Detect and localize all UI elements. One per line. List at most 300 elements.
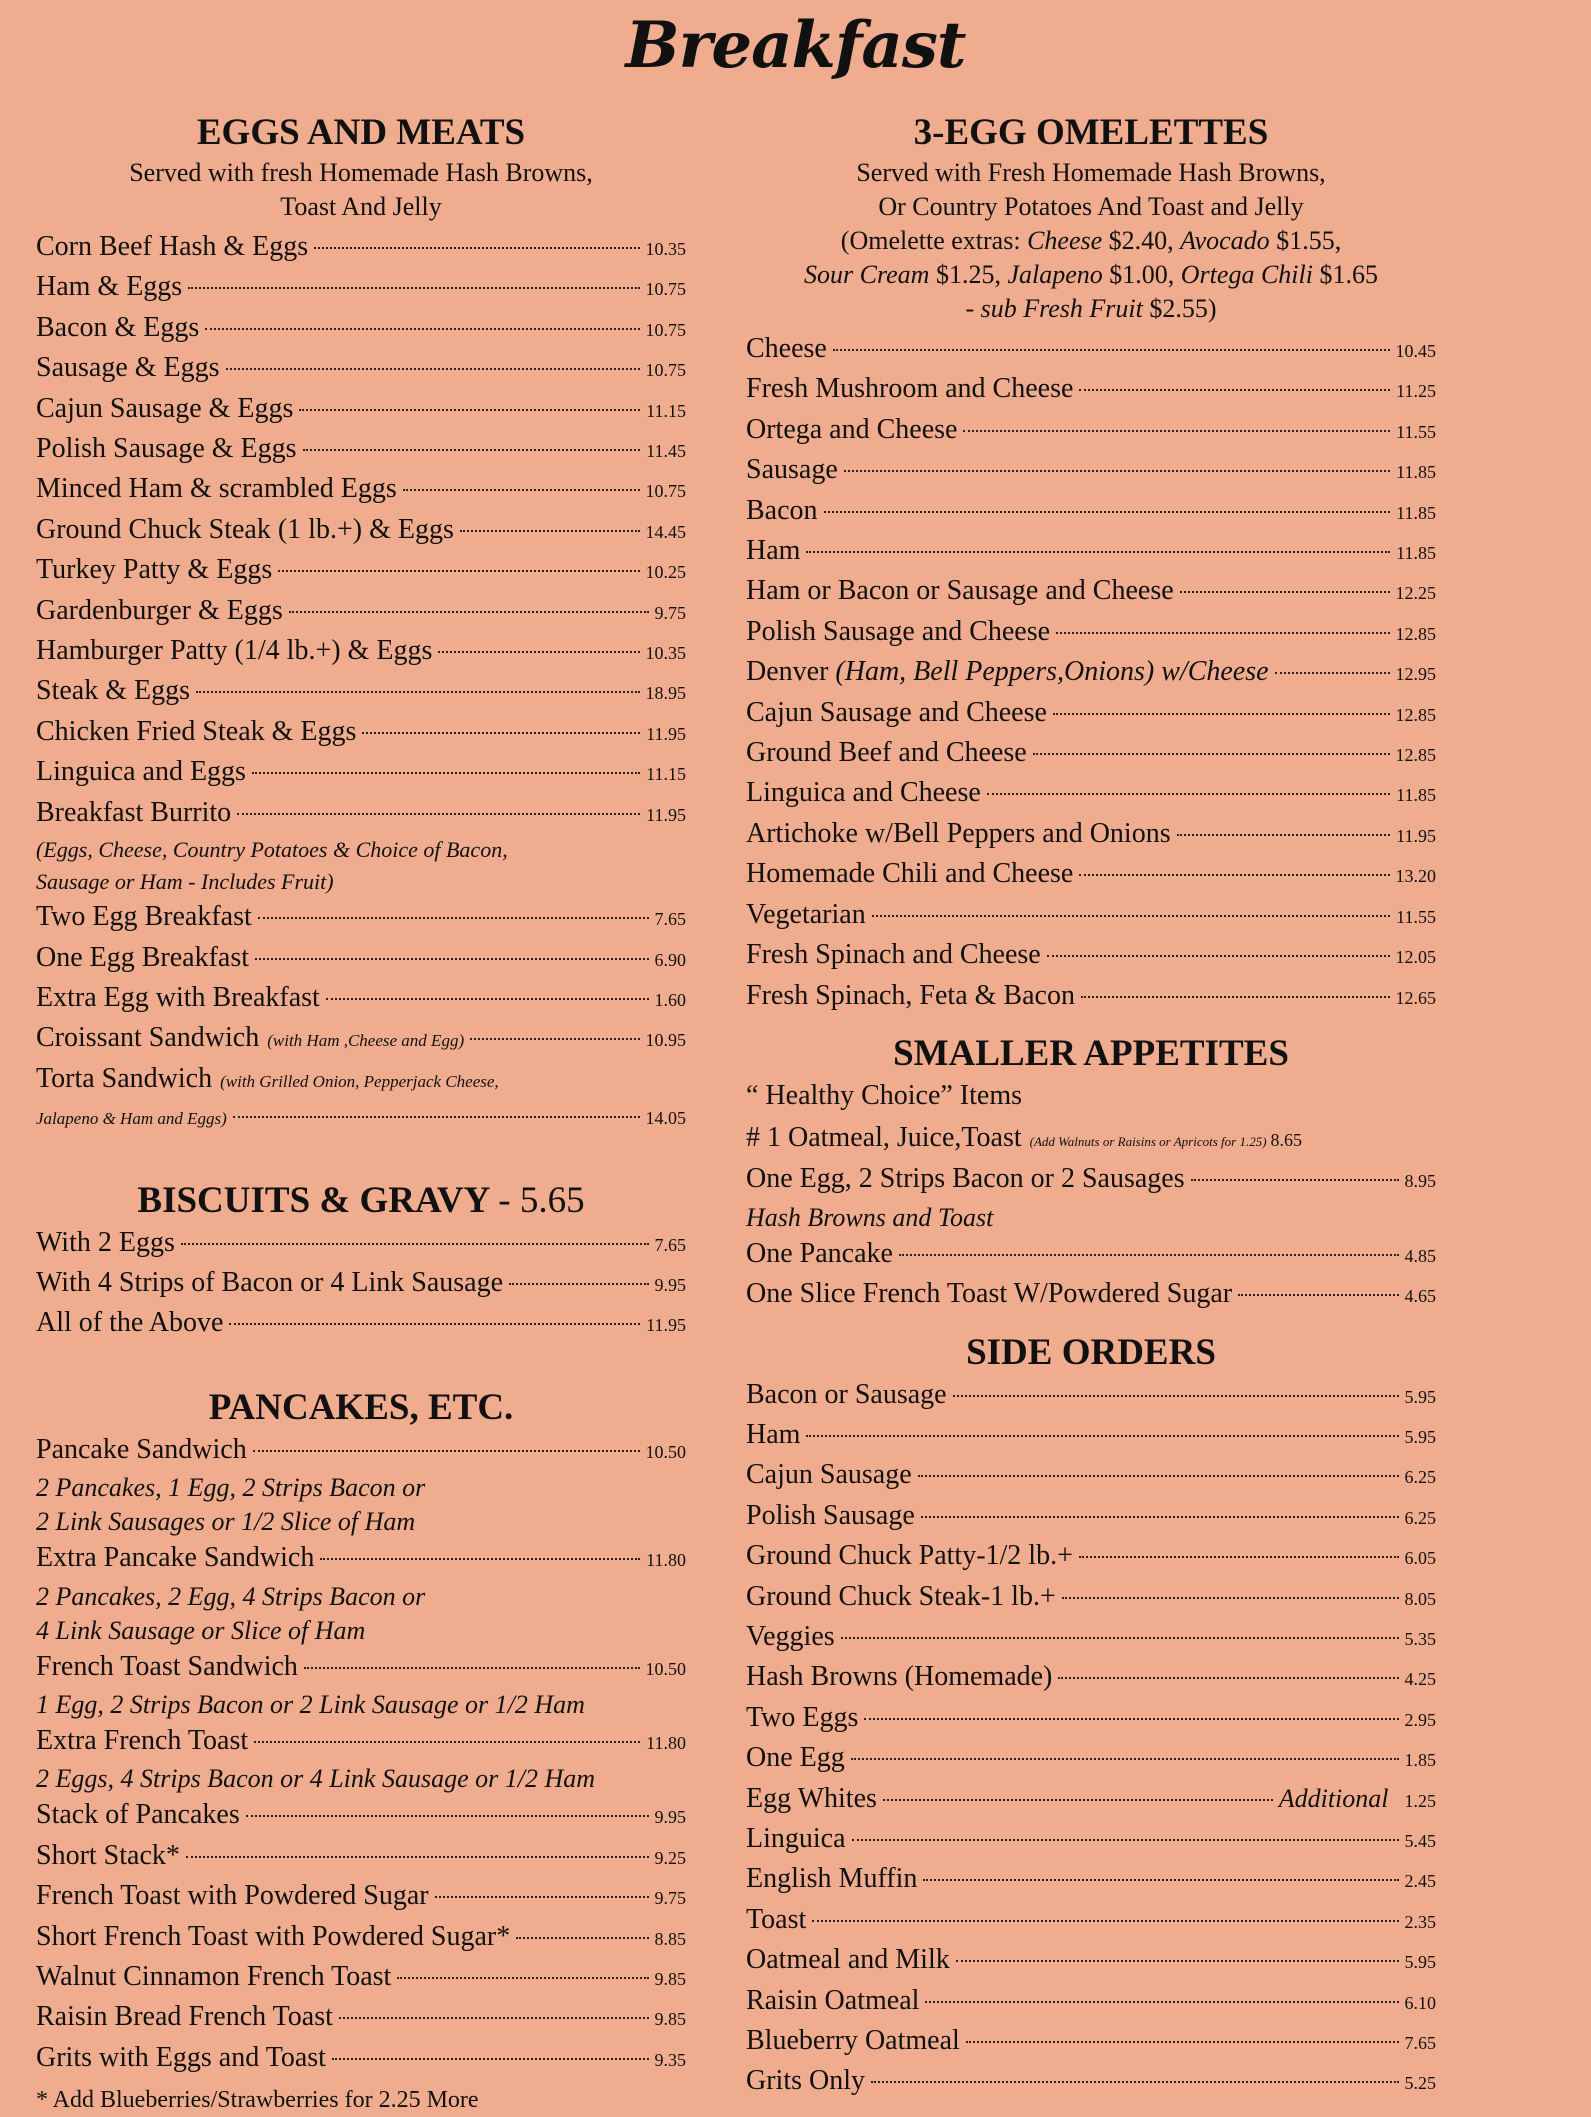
item-price: 5.35 (1404, 1628, 1436, 1649)
item-price: 9.85 (654, 2009, 686, 2030)
leader-dots (237, 813, 640, 815)
menu-item: One Pancake 4.85 (746, 1237, 1436, 1269)
leader-dots (1033, 753, 1390, 755)
leader-dots (851, 1758, 1399, 1760)
pancakes-heading: PANCAKES, ETC. (208, 1386, 514, 1428)
omelette-extras-2: Sour Cream $1.25, Jalapeno $1.00, Ortega Chili $1.65 (804, 260, 1378, 289)
menu-item (746, 1739, 1436, 1779)
menu-item: One Slice French Toast W/Powdered Sugar 4.65 (746, 1278, 1436, 1310)
item-price: 9.95 (654, 1807, 686, 1828)
menu-item: Pancake Sandwich 10.50 (36, 1433, 686, 1465)
menu-item (746, 1497, 1436, 1537)
leader-dots (304, 1667, 640, 1669)
item-price: 1.85 (1404, 1750, 1436, 1771)
leader-dots (314, 247, 639, 249)
leader-dots (252, 772, 640, 774)
item-name: Oatmeal and Milk (746, 1944, 950, 1976)
item-price: 11.85 (1396, 502, 1436, 523)
item-name: Grits Only (746, 2065, 865, 2097)
item-price: 11.95 (646, 1315, 686, 1336)
item-price: 11.55 (1396, 906, 1436, 927)
menu-item (36, 1304, 686, 1344)
item-price: 14.45 (645, 521, 686, 542)
leader-dots (289, 611, 649, 613)
leader-dots (258, 917, 649, 919)
side-orders-heading: SIDE ORDERS (966, 1331, 1216, 1373)
item-name: One Egg Breakfast (36, 941, 250, 973)
leader-dots (233, 1116, 640, 1118)
leader-dots (255, 958, 648, 960)
menu-item (36, 470, 686, 510)
leader-dots (963, 430, 1390, 432)
item-name: Cajun Sausage (746, 1459, 912, 1491)
menu-item (746, 815, 1436, 855)
menu-item (36, 1918, 686, 1958)
item-name: Gardenburger & Eggs (36, 594, 283, 626)
menu-item (36, 1958, 686, 1998)
item-price: 9.25 (654, 1847, 686, 1868)
item-price: 11.15 (646, 400, 686, 421)
item-price: 12.65 (1395, 987, 1436, 1008)
item-name: Ground Chuck Steak (1 lb.+) & Eggs (36, 513, 454, 545)
leader-dots (918, 1475, 1399, 1477)
menu-item (36, 794, 686, 834)
leader-dots (509, 1283, 648, 1285)
healthy-choice-label: “ Healthy Choice” Items (746, 1079, 1023, 1111)
item-price: 6.90 (654, 949, 686, 970)
leader-dots (921, 1516, 1399, 1518)
leader-dots (871, 2081, 1399, 2083)
omelettes-note: Served with Fresh Homemade Hash Browns, Or Country Potatoes And Toast and Jelly (Omelette extras: Cheese $2.40, Avocado $1.55, Sour Cream $1.25, Jalapeno $1.00, Ortega Chili $1.65 - sub Fresh Fruit $2.55) (746, 156, 1436, 326)
menu-item: Croissant Sandwich (with Ham ,Cheese and Egg) 10.95 (36, 1022, 686, 1054)
item-price: 11.95 (646, 723, 686, 744)
menu-item (36, 1998, 686, 2038)
leader-dots (1177, 834, 1391, 836)
leader-dots (925, 2001, 1398, 2003)
menu-item (746, 492, 1436, 532)
item-name: Ground Beef and Cheese (746, 737, 1027, 769)
menu-title: Breakfast (625, 8, 966, 83)
leader-dots (824, 511, 1391, 513)
leader-dots (852, 1839, 1399, 1841)
leader-dots (253, 1450, 640, 1452)
menu-item (36, 551, 686, 591)
item-name: Linguica and Cheese (746, 777, 981, 809)
leader-dots (196, 691, 640, 693)
leader-dots (923, 1879, 1398, 1881)
item-name: All of the Above (36, 1307, 224, 1339)
menu-item (746, 774, 1436, 814)
item-name: Polish Sausage (746, 1499, 915, 1531)
omelettes-list (746, 330, 1436, 653)
menu-item: One Egg, 2 Strips Bacon or 2 Sausages 8.95 (746, 1163, 1436, 1195)
leader-dots (181, 1243, 649, 1245)
item-price: 1.60 (654, 989, 686, 1010)
item-name: Polish Sausage and Cheese (746, 615, 1051, 647)
item-price: 2.95 (1404, 1709, 1436, 1730)
item-price: 9.95 (654, 1274, 686, 1295)
menu-item (746, 2062, 1436, 2102)
menu-item (36, 1837, 686, 1877)
item-price: 4.25 (1404, 1669, 1436, 1690)
leader-dots (806, 551, 1390, 553)
item-price: 10.75 (645, 360, 686, 381)
item-price: 11.25 (1396, 381, 1436, 402)
omelettes-heading: 3-EGG OMELETTES (913, 112, 1269, 153)
item-name: English Muffin (746, 1863, 918, 1895)
menu-item (746, 1537, 1436, 1577)
leader-dots (226, 368, 640, 370)
item-price: 10.75 (645, 279, 686, 300)
menu-item (746, 1860, 1436, 1900)
leader-dots (403, 489, 640, 491)
leader-dots (460, 530, 640, 532)
item-name: Cheese (746, 333, 827, 364)
item-price: 10.75 (645, 481, 686, 502)
leader-dots (516, 1937, 648, 1939)
menu-item (36, 753, 686, 793)
leader-dots (812, 1920, 1398, 1922)
leader-dots (229, 1323, 640, 1325)
menu-item (746, 532, 1436, 572)
item-name: Homemade Chili and Cheese (746, 858, 1074, 890)
left-column (36, 110, 686, 2117)
menu-item (36, 1264, 686, 1304)
item-price: 12.25 (1395, 583, 1436, 604)
item-name: Polish Sausage & Eggs (36, 433, 297, 465)
omelette-extras-1: (Omelette extras: Cheese $2.40, Avocado $1.55, (840, 226, 1342, 255)
item-price: 8.05 (1404, 1588, 1436, 1609)
item-name: Extra Egg with Breakfast (36, 981, 320, 1013)
item-name: Bacon & Eggs (36, 311, 200, 343)
menu-item (746, 1901, 1436, 1941)
item-name: Bacon or Sausage (746, 1378, 947, 1410)
item-price: 10.45 (1395, 341, 1436, 361)
menu-item (746, 1941, 1436, 1981)
biscuits-list (36, 1224, 686, 1345)
menu-item (746, 734, 1436, 774)
leader-dots (1079, 1556, 1399, 1558)
item-name: Cajun Sausage & Eggs (36, 392, 294, 424)
item-description: 1 Egg, 2 Strips Bacon or 2 Link Sausage or 1/2 Ham (36, 1689, 585, 1719)
item-price: 5.95 (1404, 1426, 1436, 1447)
menu-item: Denver (Ham, Bell Peppers,Onions) w/Cheese 12.95 (746, 656, 1436, 688)
item-name: Raisin Oatmeal (746, 1984, 920, 2016)
burrito-description-2: Sausage or Ham - Includes Fruit) (36, 869, 334, 895)
item-name: Short French Toast with Powdered Sugar* (36, 1920, 511, 1952)
menu-item (746, 1416, 1436, 1456)
burrito-description: (Eggs, Cheese, Country Potatoes & Choice of Bacon, (36, 837, 508, 863)
item-name: Blueberry Oatmeal (746, 2025, 960, 2057)
menu-item (746, 572, 1436, 612)
menu-item (746, 1658, 1436, 1698)
menu-item (36, 228, 686, 268)
menu-item (36, 430, 686, 470)
item-name: Ham & Eggs (36, 271, 183, 303)
leader-dots (1079, 389, 1390, 391)
sides-list (746, 1376, 1436, 1780)
menu-item (746, 694, 1436, 734)
item-price: 7.65 (654, 1234, 686, 1255)
leader-dots (397, 1977, 648, 1979)
item-name: Bacon (746, 494, 818, 526)
menu-item (36, 1877, 686, 1917)
menu-item (746, 451, 1436, 491)
menu-item: # 1 Oatmeal, Juice,Toast (Add Walnuts or Raisins or Apricots for 1.25) 8.65 (746, 1121, 1303, 1153)
item-price: 8.85 (654, 1928, 686, 1949)
item-description: 4 Link Sausage or Slice of Ham (36, 1615, 366, 1645)
item-name: Linguica (746, 1823, 846, 1854)
leader-dots (205, 328, 639, 330)
menu-item (36, 349, 686, 389)
menu-item: Egg Whites Additional 1.25 (746, 1782, 1436, 1814)
menu-item (746, 330, 1436, 370)
item-price: 11.85 (1396, 543, 1436, 564)
leader-dots (435, 1896, 649, 1898)
menu-item (746, 1376, 1436, 1416)
item-price: 9.35 (654, 2049, 686, 2070)
menu-item (746, 977, 1436, 1017)
item-name: French Toast with Powdered Sugar (36, 1880, 429, 1912)
item-name: Toast (746, 1903, 807, 1935)
item-name: Ham (746, 535, 801, 567)
leader-dots (303, 449, 641, 451)
item-name: Short Stack* (36, 1839, 180, 1871)
menu-item (746, 896, 1436, 936)
omelettes-list-2 (746, 694, 1436, 1017)
leader-dots (1079, 874, 1389, 876)
leader-dots (1062, 1597, 1399, 1599)
item-name: Artichoke w/Bell Peppers and Onions (746, 817, 1171, 849)
item-price: 10.75 (645, 319, 686, 340)
leader-dots (332, 2058, 649, 2060)
item-name: Turkey Patty & Eggs (36, 554, 273, 586)
item-price: 10.35 (645, 239, 686, 259)
leader-dots (299, 409, 640, 411)
leader-dots (188, 287, 639, 289)
menu-item (36, 898, 686, 938)
leader-dots (438, 651, 639, 653)
leader-dots (841, 1637, 1399, 1639)
menu-item (36, 268, 686, 308)
eggs-meats-list-2 (36, 898, 686, 1019)
item-price: 10.25 (645, 562, 686, 583)
item-name: Ground Chuck Patty-1/2 lb.+ (746, 1540, 1073, 1572)
item-name: Sausage & Eggs (36, 352, 220, 384)
item-price: 5.25 (1404, 2073, 1436, 2094)
item-price: 11.95 (646, 804, 686, 825)
menu-item: Torta Sandwich (with Grilled Onion, Pepperjack Cheese, (36, 1062, 499, 1094)
item-price: 11.85 (1396, 785, 1436, 806)
item-price: 11.95 (1396, 825, 1436, 846)
item-price: 6.05 (1404, 1548, 1436, 1569)
right-column (746, 110, 1436, 2103)
item-name: With 4 Strips of Bacon or 4 Link Sausage (36, 1266, 504, 1298)
menu-item (746, 855, 1436, 895)
leader-dots (1180, 591, 1390, 593)
menu-item (36, 1224, 686, 1264)
menu-item (36, 309, 686, 349)
item-price: 5.45 (1404, 1831, 1436, 1851)
menu-item (36, 632, 686, 672)
item-name: Hash Browns (Homemade) (746, 1661, 1053, 1693)
item-description: 2 Pancakes, 1 Egg, 2 Strips Bacon or (36, 1473, 426, 1503)
menu-item (36, 979, 686, 1019)
leader-dots (362, 732, 640, 734)
leader-dots (320, 1558, 640, 1560)
pancakes-list (36, 1796, 686, 2079)
item-name: Walnut Cinnamon French Toast (36, 1961, 392, 1992)
menu-item (746, 411, 1436, 451)
item-name: Fresh Spinach and Cheese (746, 939, 1041, 971)
item-name: Corn Beef Hash & Eggs (36, 231, 309, 262)
leader-dots (899, 1254, 1399, 1256)
item-name: Grits with Eggs and Toast (36, 2041, 326, 2073)
item-description: Hash Browns and Toast (746, 1202, 994, 1232)
menu-item (746, 1699, 1436, 1739)
item-price: 2.35 (1404, 1911, 1436, 1932)
leader-dots (246, 1815, 649, 1817)
item-name: Steak & Eggs (36, 675, 190, 707)
menu-item (36, 592, 686, 632)
item-name: Fresh Mushroom and Cheese (746, 373, 1074, 405)
eggs-meats-list (36, 228, 686, 834)
leader-dots (956, 1960, 1399, 1962)
leader-dots (326, 998, 649, 1000)
footnote: * Add Blueberries/Strawberries for 2.25 More (36, 2087, 479, 2114)
item-name: Ground Chuck Steak-1 lb.+ (746, 1580, 1056, 1612)
item-description: 2 Link Sausages or 1/2 Slice of Ham (36, 1507, 416, 1537)
menu-item (746, 1820, 1436, 1860)
leader-dots (1081, 996, 1390, 998)
item-name: Fresh Spinach, Feta & Bacon (746, 979, 1075, 1011)
item-price: 5.95 (1404, 1386, 1436, 1407)
leader-dots (1191, 1179, 1399, 1181)
biscuits-heading: BISCUITS & GRAVY - 5.65 (137, 1179, 585, 1221)
item-name: Breakfast Burrito (36, 796, 232, 828)
menu-item-continued: Jalapeno & Ham and Eggs) 14.05 (36, 1108, 686, 1129)
item-price: 11.15 (646, 764, 686, 785)
item-price: 2.45 (1404, 1871, 1436, 1892)
leader-dots (1058, 1677, 1398, 1679)
menu-item (746, 936, 1436, 976)
menu-item (746, 1618, 1436, 1658)
leader-dots (806, 1435, 1398, 1437)
item-price: 11.55 (1396, 421, 1436, 442)
item-price: 12.05 (1395, 947, 1436, 968)
smaller-heading: SMALLER APPETITES (893, 1032, 1289, 1074)
menu-item (746, 1982, 1436, 2022)
menu-item (36, 939, 686, 979)
leader-dots (470, 1038, 639, 1040)
menu-item (36, 672, 686, 712)
leader-dots (339, 2017, 649, 2019)
item-description: 2 Pancakes, 2 Egg, 4 Strips Bacon or (36, 1581, 426, 1611)
item-price: 13.20 (1395, 866, 1436, 887)
eggs-meats-note: Served with fresh Homemade Hash Browns, Toast And Jelly (129, 158, 593, 221)
item-description: 2 Eggs, 4 Strips Bacon or 4 Link Sausage or 1/2 Ham (36, 1764, 595, 1794)
leader-dots (883, 1799, 1273, 1801)
item-price: 9.75 (654, 1888, 686, 1909)
item-price: 9.85 (654, 1969, 686, 1989)
item-name: One Egg (746, 1742, 845, 1774)
item-name: Ham or Bacon or Sausage and Cheese (746, 575, 1174, 607)
leader-dots (844, 470, 1390, 472)
item-price: 12.85 (1395, 623, 1436, 644)
item-price: 7.65 (1404, 2033, 1436, 2054)
item-price: 11.85 (1396, 462, 1436, 483)
menu-item (746, 613, 1436, 653)
item-price: 10.35 (645, 643, 686, 664)
item-name: Stack of Pancakes (36, 1799, 240, 1831)
item-name: Linguica and Eggs (36, 756, 246, 788)
menu-item (746, 370, 1436, 410)
menu-item (36, 713, 686, 753)
item-price: 12.85 (1395, 745, 1436, 766)
item-name: Two Egg Breakfast (36, 901, 252, 933)
item-price: 11.45 (646, 441, 686, 462)
item-name: Ham (746, 1418, 801, 1450)
item-price: 6.25 (1404, 1507, 1436, 1528)
menu-item (746, 1456, 1436, 1496)
item-name: Two Eggs (746, 1701, 859, 1733)
item-name: Veggies (746, 1620, 835, 1652)
leader-dots (254, 1741, 640, 1743)
leader-dots (966, 2041, 1399, 2043)
item-name: Hamburger Patty (1/4 lb.+) & Eggs (36, 635, 433, 667)
item-name: With 2 Eggs (36, 1226, 175, 1258)
leader-dots (1047, 955, 1390, 957)
menu-item (746, 1578, 1436, 1618)
item-price: 7.65 (654, 909, 686, 930)
item-name: Vegetarian (746, 898, 866, 930)
menu-item (36, 511, 686, 551)
item-price: 5.95 (1404, 1952, 1436, 1973)
leader-dots (1275, 672, 1390, 674)
item-name: Sausage (746, 454, 838, 486)
sides-list-2 (746, 1820, 1436, 2103)
menu-item: Extra Pancake Sandwich 11.80 (36, 1542, 686, 1574)
item-price: 18.95 (645, 683, 686, 704)
leader-dots (186, 1856, 649, 1858)
leader-dots (864, 1718, 1398, 1720)
item-name: Raisin Bread French Toast (36, 2001, 333, 2033)
item-name: Minced Ham & scrambled Eggs (36, 473, 397, 505)
leader-dots (1238, 1294, 1398, 1296)
leader-dots (1053, 713, 1390, 715)
omelette-extras-3: - sub Fresh Fruit $2.55) (965, 294, 1217, 323)
item-name: Cajun Sausage and Cheese (746, 696, 1047, 728)
item-price: 6.10 (1404, 1992, 1436, 2013)
item-name: Chicken Fried Steak & Eggs (36, 715, 357, 747)
item-price: 6.25 (1404, 1467, 1436, 1488)
menu-item (36, 2039, 686, 2079)
leader-dots (872, 915, 1390, 917)
leader-dots (278, 570, 639, 572)
menu-item (36, 390, 686, 430)
item-name: Ortega and Cheese (746, 413, 958, 445)
menu-item (746, 2022, 1436, 2062)
menu-item: French Toast Sandwich 10.50 (36, 1650, 686, 1682)
leader-dots (987, 793, 1390, 795)
leader-dots (1056, 632, 1389, 634)
item-price: 9.75 (654, 602, 686, 623)
leader-dots (833, 349, 1390, 351)
eggs-meats-heading: EGGS AND MEATS (196, 112, 526, 153)
menu-item: Extra French Toast 11.80 (36, 1724, 686, 1756)
item-price: 12.85 (1395, 704, 1436, 725)
leader-dots (953, 1395, 1399, 1397)
